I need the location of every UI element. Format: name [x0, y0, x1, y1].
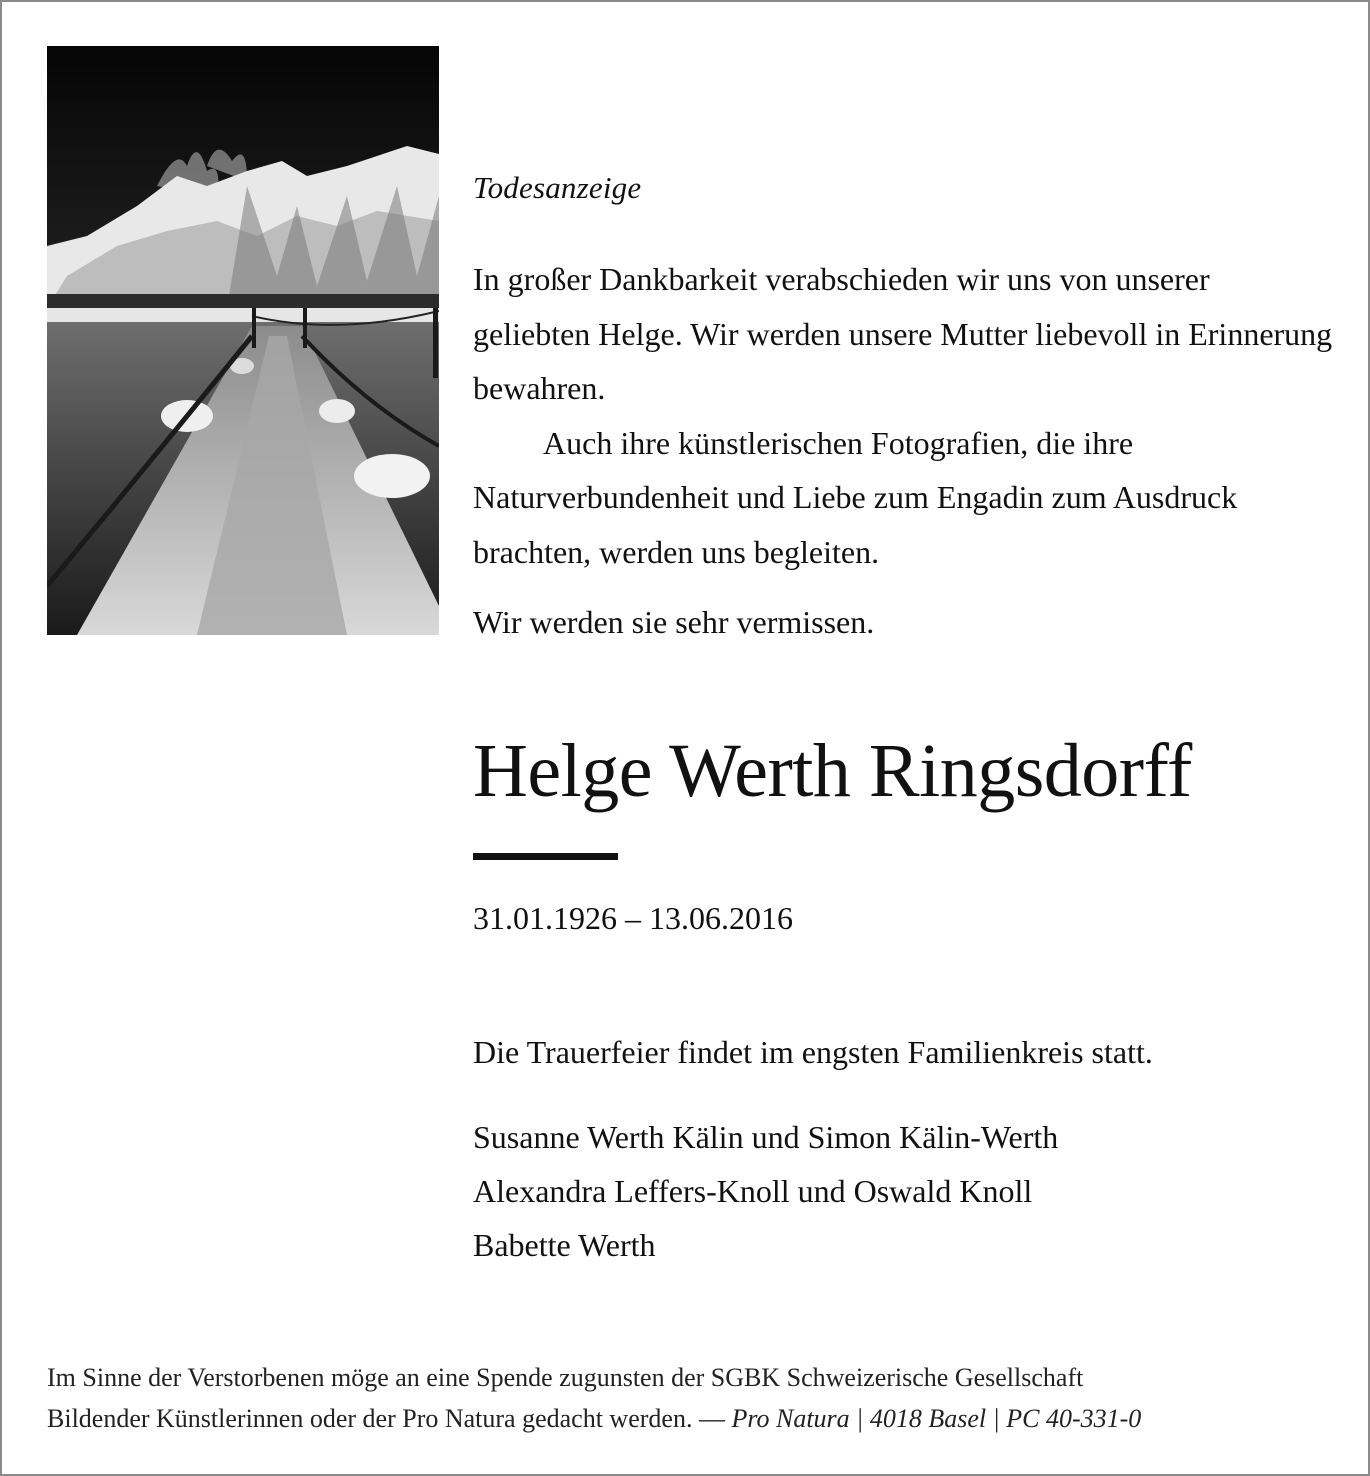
ceremony-note: Die Trauerfeier findet im engsten Familienkreis statt.: [473, 1034, 1153, 1070]
notice-body: [473, 252, 1333, 579]
notice-paragraph-2: Auch ihre künstlerischen Fotografien, die ihre Naturverbundenheit und Liebe zum Engadin zum Ausdruck brachten, werden uns begleiten.: [473, 424, 1238, 570]
mourner-line: Susanne Werth Kälin und Simon Kälin-Werth: [473, 1119, 1059, 1155]
mourner-line: Alexandra Leffers-Knoll und Oswald Knoll: [473, 1173, 1033, 1209]
mourner-line: Babette Werth: [473, 1227, 656, 1263]
notice-closing: Wir werden sie sehr vermissen.: [473, 604, 875, 640]
deceased-name: Helge Werth Ringsdorff: [473, 729, 1192, 813]
life-dates: 31.01.1926 – 13.06.2016: [473, 900, 793, 936]
footer-donation-details: Pro Natura | 4018 Basel | PC 40-331-0: [731, 1404, 1142, 1433]
winter-jetty-image: [47, 46, 439, 635]
mountain-lake-photo: [47, 46, 439, 635]
footer-line-2-text: Bildender Künstlerinnen oder der Pro Natura gedacht werden. —: [47, 1404, 725, 1433]
notice-kicker: Todesanzeige: [473, 170, 642, 205]
mourners-list: [473, 1110, 1333, 1272]
notice-paragraph-1: In großer Dankbarkeit verabschieden wir uns von unserer geliebten Helge. Wir werden unsere Mutter liebevoll in Erinnerung bewahren.: [473, 261, 1333, 406]
name-divider: [473, 853, 618, 860]
footer-line-2: [47, 1398, 1337, 1439]
donation-footer: [47, 1357, 1337, 1439]
footer-line-1: Im Sinne der Verstorbenen möge an eine Spende zugunsten der SGBK Schweizerische Gesellschaft: [47, 1363, 1084, 1392]
